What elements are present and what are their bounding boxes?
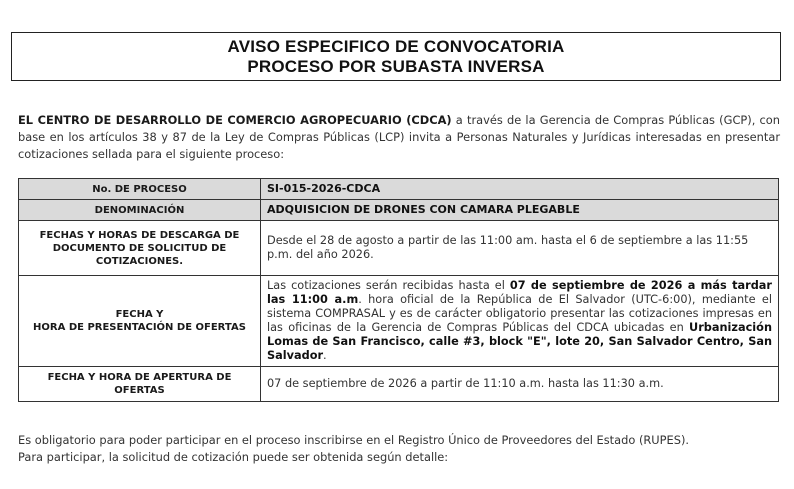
submission-label: FECHA Y HORA DE PRESENTACIÓN DE OFERTAS [19, 276, 261, 367]
process-no-label: No. DE PROCESO [19, 179, 261, 200]
intro-text: a través de la Gerencia de Compras Públicas (GCP), con base en los artículos 38 y 87 de la Ley de Compras Públicas (LCP) invita a Personas Naturales y Jurídicas interesadas en presentar cotizaciones sellada para el siguiente proceso: [18, 113, 780, 161]
submission-value: Las cotizaciones serán recibidas hasta el 07 de septiembre de 2026 a más tardar las 11:00 a.m. hora oficial de la República de El Salvador (UTC-6:00), mediante el sistema COMPRASAL y es de carácter obligatorio presentar las cotizaciones impresas en las oficinas de la Gerencia de Compras Públicas del CDCA ubicadas en Urbanización Lomas de San Francisco, calle #3, block "E", lote 20, San Salvador Centro, San Salvador. [261, 276, 779, 367]
process-no-value: SI-015-2026-CDCA [261, 179, 779, 200]
footer-line-registration: Es obligatorio para poder participar en el proceso inscribirse en el Registro Único de Proveedores del Estado (RUPES). [18, 433, 690, 447]
table-row-process-no [19, 179, 779, 200]
download-dates-value: Desde el 28 de agosto a partir de las 11:00 am. hasta el 6 de septiembre a las 11:55 p.m. del año 2026. [261, 221, 779, 276]
notice-title-box [11, 32, 781, 81]
opening-value: 07 de septiembre de 2026 a partir de 11:10 a.m. hasta las 11:30 a.m. [261, 367, 779, 402]
notice-subtitle: PROCESO POR SUBASTA INVERSA [247, 56, 545, 76]
download-dates-label: FECHAS Y HORAS DE DESCARGA DE DOCUMENTO DE SOLICITUD DE COTIZACIONES. [19, 221, 261, 276]
denomination-value: ADQUISICION DE DRONES CON CAMARA PLEGABLE [261, 200, 779, 221]
footer-line-participation: Para participar, la solicitud de cotización puede ser obtenida según detalle: [18, 450, 449, 464]
intro-paragraph [18, 112, 780, 163]
table-row-denomination [19, 200, 779, 221]
footer-text [18, 432, 780, 466]
opening-label: FECHA Y HORA DE APERTURA DE OFERTAS [19, 367, 261, 402]
table-row-download-dates [19, 221, 779, 276]
table-row-submission [19, 276, 779, 367]
process-info-table [18, 178, 779, 402]
notice-title: AVISO ESPECIFICO DE CONVOCATORIA [227, 36, 565, 56]
table-row-opening [19, 367, 779, 402]
entity-name: EL CENTRO DE DESARROLLO DE COMERCIO AGROPECUARIO (CDCA) [18, 113, 452, 127]
denomination-label: DENOMINACIÓN [19, 200, 261, 221]
